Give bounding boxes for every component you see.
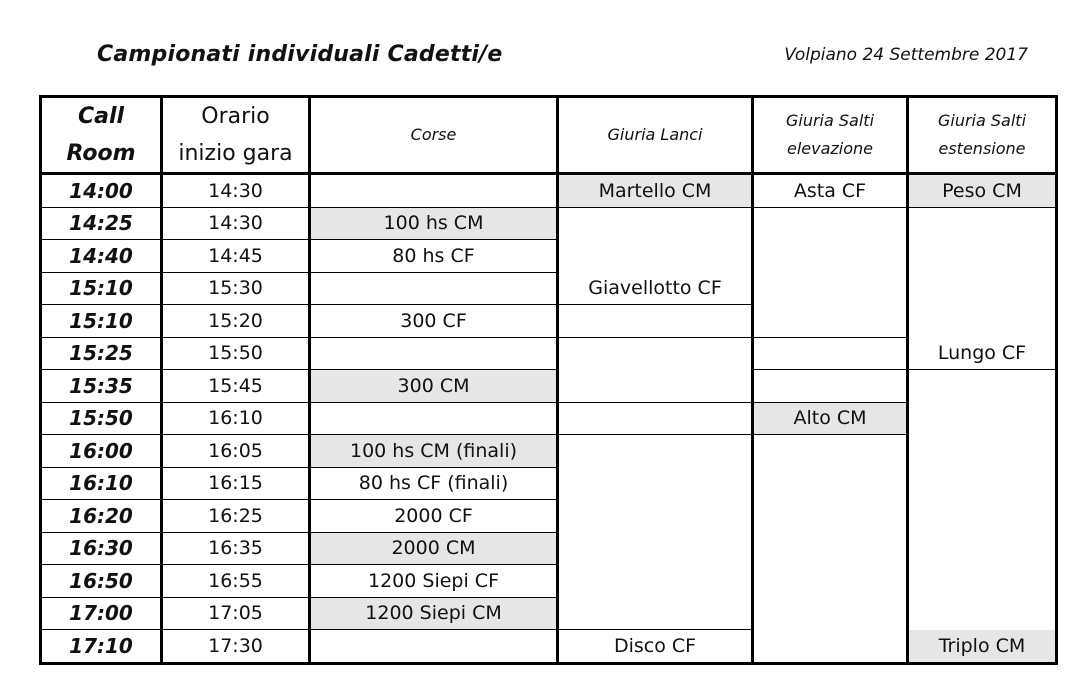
col-lanci: Giuria Lanci [558,97,753,174]
table-row [41,597,1057,630]
cell-corse [310,630,558,664]
cell-elevazione [753,272,908,305]
cell-estensione: Triplo CM [908,630,1057,664]
page-title: Campionati individuali Cadetti/e [97,42,503,67]
cell-call: 15:10 [41,272,162,305]
cell-corse: 80 hs CF (finali) [310,467,558,500]
cell-orario: 14:45 [162,240,310,273]
cell-call: 14:40 [41,240,162,273]
cell-corse: 100 hs CM (finali) [310,435,558,468]
cell-corse: 2000 CF [310,500,558,533]
table-row [41,240,1057,273]
cell-lanci [558,402,753,435]
table-row [41,532,1057,565]
cell-orario: 16:10 [162,402,310,435]
cell-corse: 300 CF [310,305,558,338]
table-row [41,370,1057,403]
cell-estensione [908,435,1057,468]
cell-orario: 17:05 [162,597,310,630]
cell-elevazione [753,500,908,533]
cell-call: 15:35 [41,370,162,403]
cell-call: 15:25 [41,337,162,370]
table-row [41,435,1057,468]
cell-lanci: Disco CF [558,630,753,664]
cell-orario: 14:30 [162,207,310,240]
col-estensione: Giuria Salti estensione [908,97,1057,174]
cell-estensione [908,207,1057,240]
cell-orario: 15:50 [162,337,310,370]
cell-estensione [908,272,1057,305]
cell-corse: 1200 Siepi CM [310,597,558,630]
cell-call: 15:50 [41,402,162,435]
cell-call: 15:10 [41,305,162,338]
cell-call: 17:00 [41,597,162,630]
cell-call: 17:10 [41,630,162,664]
cell-orario: 16:35 [162,532,310,565]
cell-lanci [558,370,753,403]
cell-lanci [558,435,753,468]
cell-elevazione [753,305,908,338]
cell-estensione [908,402,1057,435]
cell-orario: 16:25 [162,500,310,533]
cell-call: 14:25 [41,207,162,240]
cell-orario: 16:55 [162,565,310,598]
table-row [41,500,1057,533]
cell-call: 16:50 [41,565,162,598]
cell-elevazione [753,435,908,468]
cell-corse [310,402,558,435]
cell-elevazione [753,207,908,240]
table-row [41,565,1057,598]
schedule-table [39,95,1058,665]
cell-corse: 100 hs CM [310,207,558,240]
cell-estensione [908,597,1057,630]
cell-estensione [908,370,1057,403]
cell-lanci: Martello CM [558,174,753,208]
header-row [41,97,1057,174]
table-row [41,467,1057,500]
cell-elevazione [753,240,908,273]
cell-elevazione [753,337,908,370]
table-row [41,630,1057,664]
table-row [41,305,1057,338]
cell-call: 16:00 [41,435,162,468]
cell-elevazione [753,370,908,403]
cell-lanci [558,500,753,533]
cell-estensione [908,240,1057,273]
cell-corse [310,272,558,305]
cell-estensione [908,500,1057,533]
cell-elevazione [753,565,908,598]
cell-call: 16:20 [41,500,162,533]
cell-corse [310,174,558,208]
cell-lanci [558,467,753,500]
cell-orario: 16:15 [162,467,310,500]
cell-orario: 14:30 [162,174,310,208]
cell-lanci [558,337,753,370]
cell-estensione [908,532,1057,565]
cell-estensione [908,305,1057,338]
cell-elevazione [753,597,908,630]
cell-lanci: Giavellotto CF [558,272,753,305]
cell-lanci [558,305,753,338]
table-row [41,272,1057,305]
table-row [41,207,1057,240]
cell-orario: 15:45 [162,370,310,403]
cell-lanci [558,207,753,240]
cell-corse: 80 hs CF [310,240,558,273]
cell-lanci [558,565,753,598]
col-orario: Orario inizio gara [162,97,310,174]
cell-elevazione: Alto CM [753,402,908,435]
cell-corse: 1200 Siepi CF [310,565,558,598]
cell-orario: 17:30 [162,630,310,664]
cell-estensione: Lungo CF [908,337,1057,370]
cell-orario: 15:20 [162,305,310,338]
cell-call: 16:30 [41,532,162,565]
cell-call: 14:00 [41,174,162,208]
col-elevazione: Giuria Salti elevazione [753,97,908,174]
cell-orario: 15:30 [162,272,310,305]
cell-elevazione [753,630,908,664]
cell-elevazione [753,532,908,565]
cell-corse [310,337,558,370]
cell-elevazione [753,467,908,500]
cell-estensione [908,467,1057,500]
cell-lanci [558,532,753,565]
cell-lanci [558,597,753,630]
cell-corse: 300 CM [310,370,558,403]
table-row [41,402,1057,435]
cell-estensione: Peso CM [908,174,1057,208]
table-row [41,174,1057,208]
place-date: Volpiano 24 Settembre 2017 [784,45,1028,65]
cell-call: 16:10 [41,467,162,500]
cell-elevazione: Asta CF [753,174,908,208]
table-row [41,337,1057,370]
cell-lanci [558,240,753,273]
cell-corse: 2000 CM [310,532,558,565]
cell-orario: 16:05 [162,435,310,468]
col-corse: Corse [310,97,558,174]
cell-estensione [908,565,1057,598]
col-call-room: Call Room [41,97,162,174]
